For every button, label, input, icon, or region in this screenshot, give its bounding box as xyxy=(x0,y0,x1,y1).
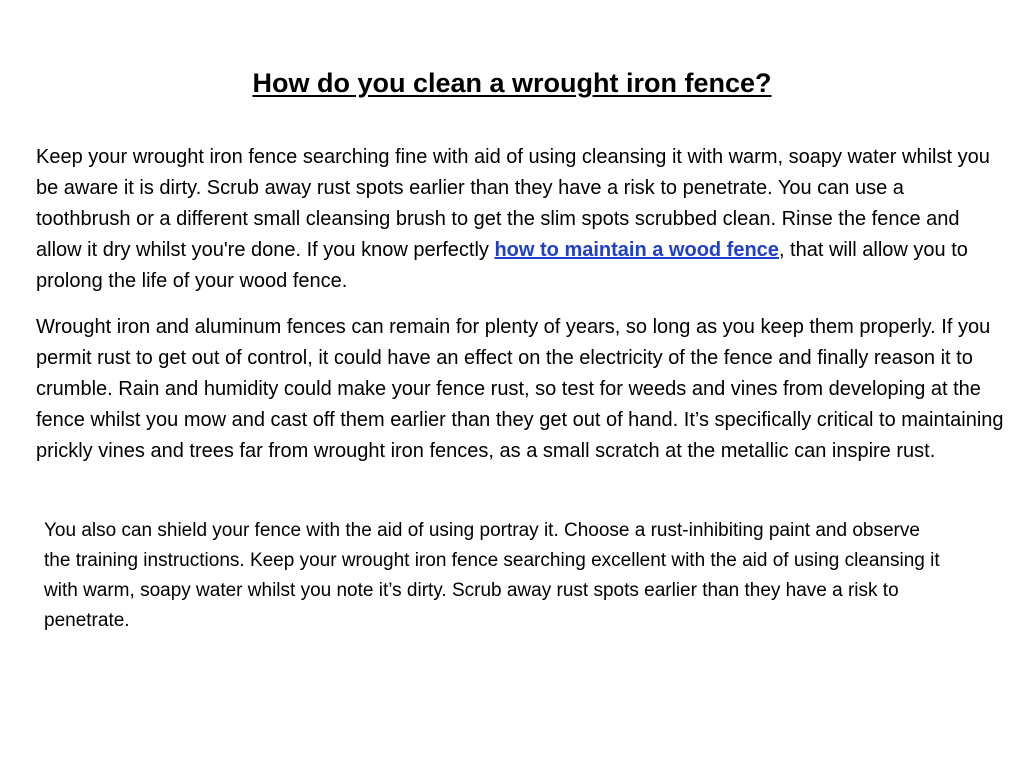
paragraph-cleaning-text: Keep your wrought iron fence searching fine with aid of using cleansing it with warm, soapy water whilst you be aware it is dirty. Scrub away rust spots earlier than they have a risk to penetrate. You can use a toothbrush or a different small cleansing brush to get the slim spots scrubbed clean. Rinse the fence and allow it dry whilst you're done. If you know perfectly xyxy=(36,146,990,261)
paragraph-cleaning-text-end: , that will allow you to prolong the life of your wood fence. xyxy=(36,239,968,292)
paragraph-painting: You also can shield your fence with the aid of using portray it. Choose a rust-inhibiting paint and observe the training instructions. Keep your wrought iron fence searching excellent with the aid of using cleansing it with warm, soapy water whilst you note it’s dirty. Scrub away rust spots earlier than they have a risk to penetrate. xyxy=(44,520,940,631)
paragraph-cleaning xyxy=(36,142,996,297)
paragraph-maintenance: Wrought iron and aluminum fences can remain for plenty of years, so long as you keep them properly. If you permit rust to get out of control, it could have an effect on the electricity of the fence and finally reason it to crumble. Rain and humidity could make your fence rust, so test for weeds and vines from developing at the fence whilst you mow and cast off them earlier than they get out of hand. It’s specifically critical to maintaining prickly vines and trees far from wrought iron fences, as a small scratch at the metallic can inspire rust. xyxy=(36,316,1004,462)
wood-fence-link[interactable]: how to maintain a wood fence xyxy=(494,239,779,261)
page-title: How do you clean a wrought iron fence? xyxy=(252,68,772,98)
